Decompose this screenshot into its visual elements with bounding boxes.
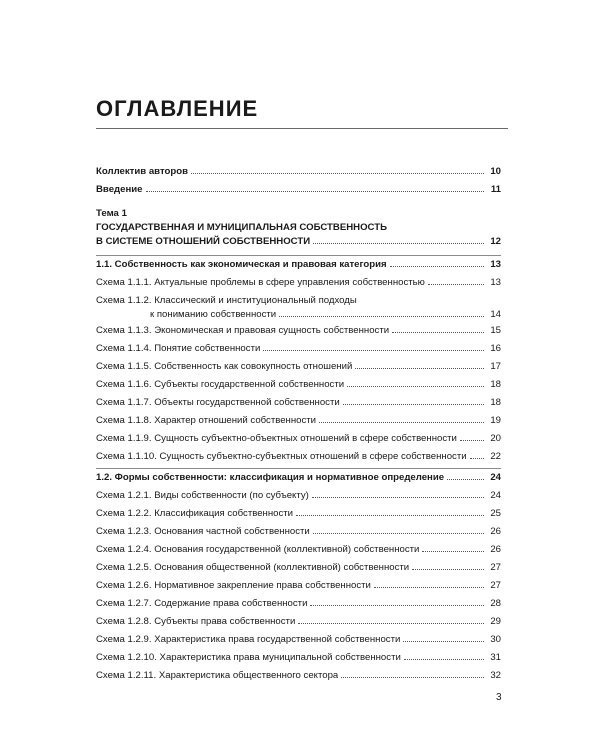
toc-scheme-1-1-4[interactable] — [96, 340, 501, 358]
leader-dots — [422, 550, 484, 552]
toc-scheme-1-2-6[interactable] — [96, 577, 501, 595]
toc-scheme-1-2-8[interactable] — [96, 613, 501, 631]
toc-entry-page: 30 — [490, 634, 501, 645]
toc-entry-label: Схема 1.1.10. Сущность субъектно-субъектных отношений в сфере собственности — [96, 451, 467, 462]
toc-scheme-1-1-6[interactable] — [96, 376, 501, 394]
toc-entry-label: Схема 1.1.2. Классический и институциональный подходы — [96, 295, 357, 306]
toc-scheme-1-1-8[interactable] — [96, 412, 501, 430]
toc-entry-page: 31 — [490, 652, 501, 663]
toc-scheme-1-1-5[interactable] — [96, 358, 501, 376]
leader-dots — [146, 190, 485, 192]
toc-entry-label: Схема 1.2.8. Субъекты права собственности — [96, 616, 296, 627]
toc-entry-page: 10 — [490, 166, 501, 177]
toc-entry-label: Коллектив авторов — [96, 166, 188, 177]
leader-dots — [191, 172, 484, 174]
leader-dots — [279, 315, 484, 317]
toc-entry-label: Схема 1.2.5. Основания общественной (коллективной) собственности — [96, 562, 410, 573]
toc-entry-page: 24 — [490, 472, 501, 483]
leader-dots — [310, 604, 484, 606]
toc-entry-introduction[interactable] — [96, 181, 501, 199]
toc-entry-label: Схема 1.1.9. Сущность субъектно-объектных отношений в сфере собственности — [96, 433, 457, 444]
toc-entry-theme-1[interactable] — [96, 207, 501, 249]
toc-entry-page: 13 — [490, 259, 501, 270]
leader-dots — [412, 568, 484, 570]
toc-entry-authors[interactable] — [96, 163, 501, 181]
leader-dots — [390, 265, 484, 267]
toc-scheme-1-2-7[interactable] — [96, 595, 501, 613]
title-underline — [96, 128, 508, 129]
toc-entry-label: Схема 1.1.8. Характер отношений собственности — [96, 415, 317, 426]
theme-number: Тема 1 — [96, 208, 127, 219]
toc-scheme-1-1-9[interactable] — [96, 430, 501, 448]
toc-entry-page: 26 — [490, 526, 501, 537]
toc-scheme-1-1-3[interactable] — [96, 322, 501, 340]
toc-section-label: 1.2. Формы собственности: классификация и нормативное определение — [96, 472, 445, 483]
toc-scheme-1-1-1[interactable] — [96, 274, 501, 292]
leader-dots — [392, 331, 484, 333]
toc-scheme-1-2-2[interactable] — [96, 505, 501, 523]
toc-entry-page: 13 — [490, 277, 501, 288]
toc-scheme-1-1-7[interactable] — [96, 394, 501, 412]
leader-dots — [313, 532, 484, 534]
leader-dots — [460, 439, 484, 441]
toc-entry-page: 29 — [490, 616, 501, 627]
toc-entry-label: Схема 1.1.4. Понятие собственности — [96, 343, 261, 354]
toc-entry-page: 17 — [490, 361, 501, 372]
toc-entry-page: 28 — [490, 598, 501, 609]
toc-entry-label: Схема 1.2.9. Характеристика права государственной собственности — [96, 634, 401, 645]
leader-dots — [263, 349, 484, 351]
toc-entry-label: Схема 1.1.6. Субъекты государственной собственности — [96, 379, 345, 390]
toc-entry-label: Схема 1.1.7. Объекты государственной собственности — [96, 397, 340, 408]
toc-scheme-1-2-4[interactable] — [96, 541, 501, 559]
toc-scheme-1-2-11[interactable] — [96, 667, 501, 685]
leader-dots — [347, 385, 484, 387]
toc-entry-page: 20 — [490, 433, 501, 444]
leader-dots — [374, 586, 484, 588]
leader-dots — [319, 421, 484, 423]
toc-entry-label: Схема 1.1.5. Собственность как совокупность отношений — [96, 361, 353, 372]
toc-entry-label: Схема 1.2.10. Характеристика права муниципальной собственности — [96, 652, 401, 663]
leader-dots — [355, 367, 484, 369]
toc-section-1-2[interactable] — [96, 469, 501, 487]
toc-entry-label: Схема 1.2.2. Классификация собственности — [96, 508, 294, 519]
toc-entry-page: 11 — [490, 184, 501, 195]
toc-entry-label-continued: к пониманию собственности — [150, 309, 277, 320]
toc-scheme-1-2-1[interactable] — [96, 487, 501, 505]
toc-entry-label: Схема 1.1.3. Экономическая и правовая сущность собственности — [96, 325, 390, 336]
toc-entry-page: 14 — [490, 309, 501, 320]
leader-dots — [313, 242, 484, 244]
toc-scheme-1-2-3[interactable] — [96, 523, 501, 541]
toc-entry-page: 24 — [490, 490, 501, 501]
leader-dots — [296, 514, 484, 516]
toc-scheme-1-2-10[interactable] — [96, 649, 501, 667]
toc-entry-page: 27 — [490, 562, 501, 573]
page-title: ОГЛАВЛЕНИЕ — [96, 96, 259, 121]
toc-entry-page: 16 — [490, 343, 501, 354]
leader-dots — [470, 457, 484, 459]
toc-entry-page: 15 — [490, 325, 501, 336]
toc-entry-page: 19 — [490, 415, 501, 426]
leader-dots — [404, 658, 484, 660]
toc-entry-label: Схема 1.2.3. Основания частной собственности — [96, 526, 310, 537]
toc-entry-label: Введение — [96, 184, 143, 195]
toc-entry-label: Схема 1.2.1. Виды собственности (по субъекту) — [96, 490, 309, 501]
leader-dots — [428, 283, 484, 285]
leader-dots — [447, 478, 484, 480]
toc-entry-label: Схема 1.2.11. Характеристика общественного сектора — [96, 670, 339, 681]
leader-dots — [341, 676, 484, 678]
toc-entry-page: 22 — [490, 451, 501, 462]
toc-scheme-1-1-2[interactable] — [96, 294, 501, 322]
toc-entry-page: 27 — [490, 580, 501, 591]
toc-entry-label: Схема 1.2.4. Основания государственной (коллективной) собственности — [96, 544, 420, 555]
toc-entry-label: Схема 1.2.7. Содержание права собственности — [96, 598, 308, 609]
leader-dots — [403, 640, 484, 642]
toc-scheme-1-2-5[interactable] — [96, 559, 501, 577]
toc-entry-page: 25 — [490, 508, 501, 519]
toc-entry-label: Схема 1.2.6. Нормативное закрепление права собственности — [96, 580, 371, 591]
toc-entry-page: 32 — [490, 670, 501, 681]
toc-section-1-1[interactable] — [96, 256, 501, 274]
leader-dots — [312, 496, 484, 498]
toc-entry-page: 18 — [490, 379, 501, 390]
toc-entry-page: 18 — [490, 397, 501, 408]
page-number: 3 — [496, 692, 502, 703]
leader-dots — [298, 622, 484, 624]
toc-entry-label: Схема 1.1.1. Актуальные проблемы в сфере управления собственностью — [96, 277, 425, 288]
theme-title-line: ГОСУДАРСТВЕННАЯ И МУНИЦИПАЛЬНАЯ СОБСТВЕННОСТЬ — [96, 222, 387, 233]
toc-entry-page: 12 — [490, 236, 501, 247]
toc-section-label: 1.1. Собственность как экономическая и правовая категория — [96, 259, 387, 270]
leader-dots — [343, 403, 484, 405]
table-of-contents — [96, 163, 501, 685]
toc-entry-page: 26 — [490, 544, 501, 555]
toc-scheme-1-2-9[interactable] — [96, 631, 501, 649]
theme-title-line: В СИСТЕМЕ ОТНОШЕНИЙ СОБСТВЕННОСТИ — [96, 236, 311, 247]
toc-scheme-1-1-10[interactable] — [96, 448, 501, 466]
